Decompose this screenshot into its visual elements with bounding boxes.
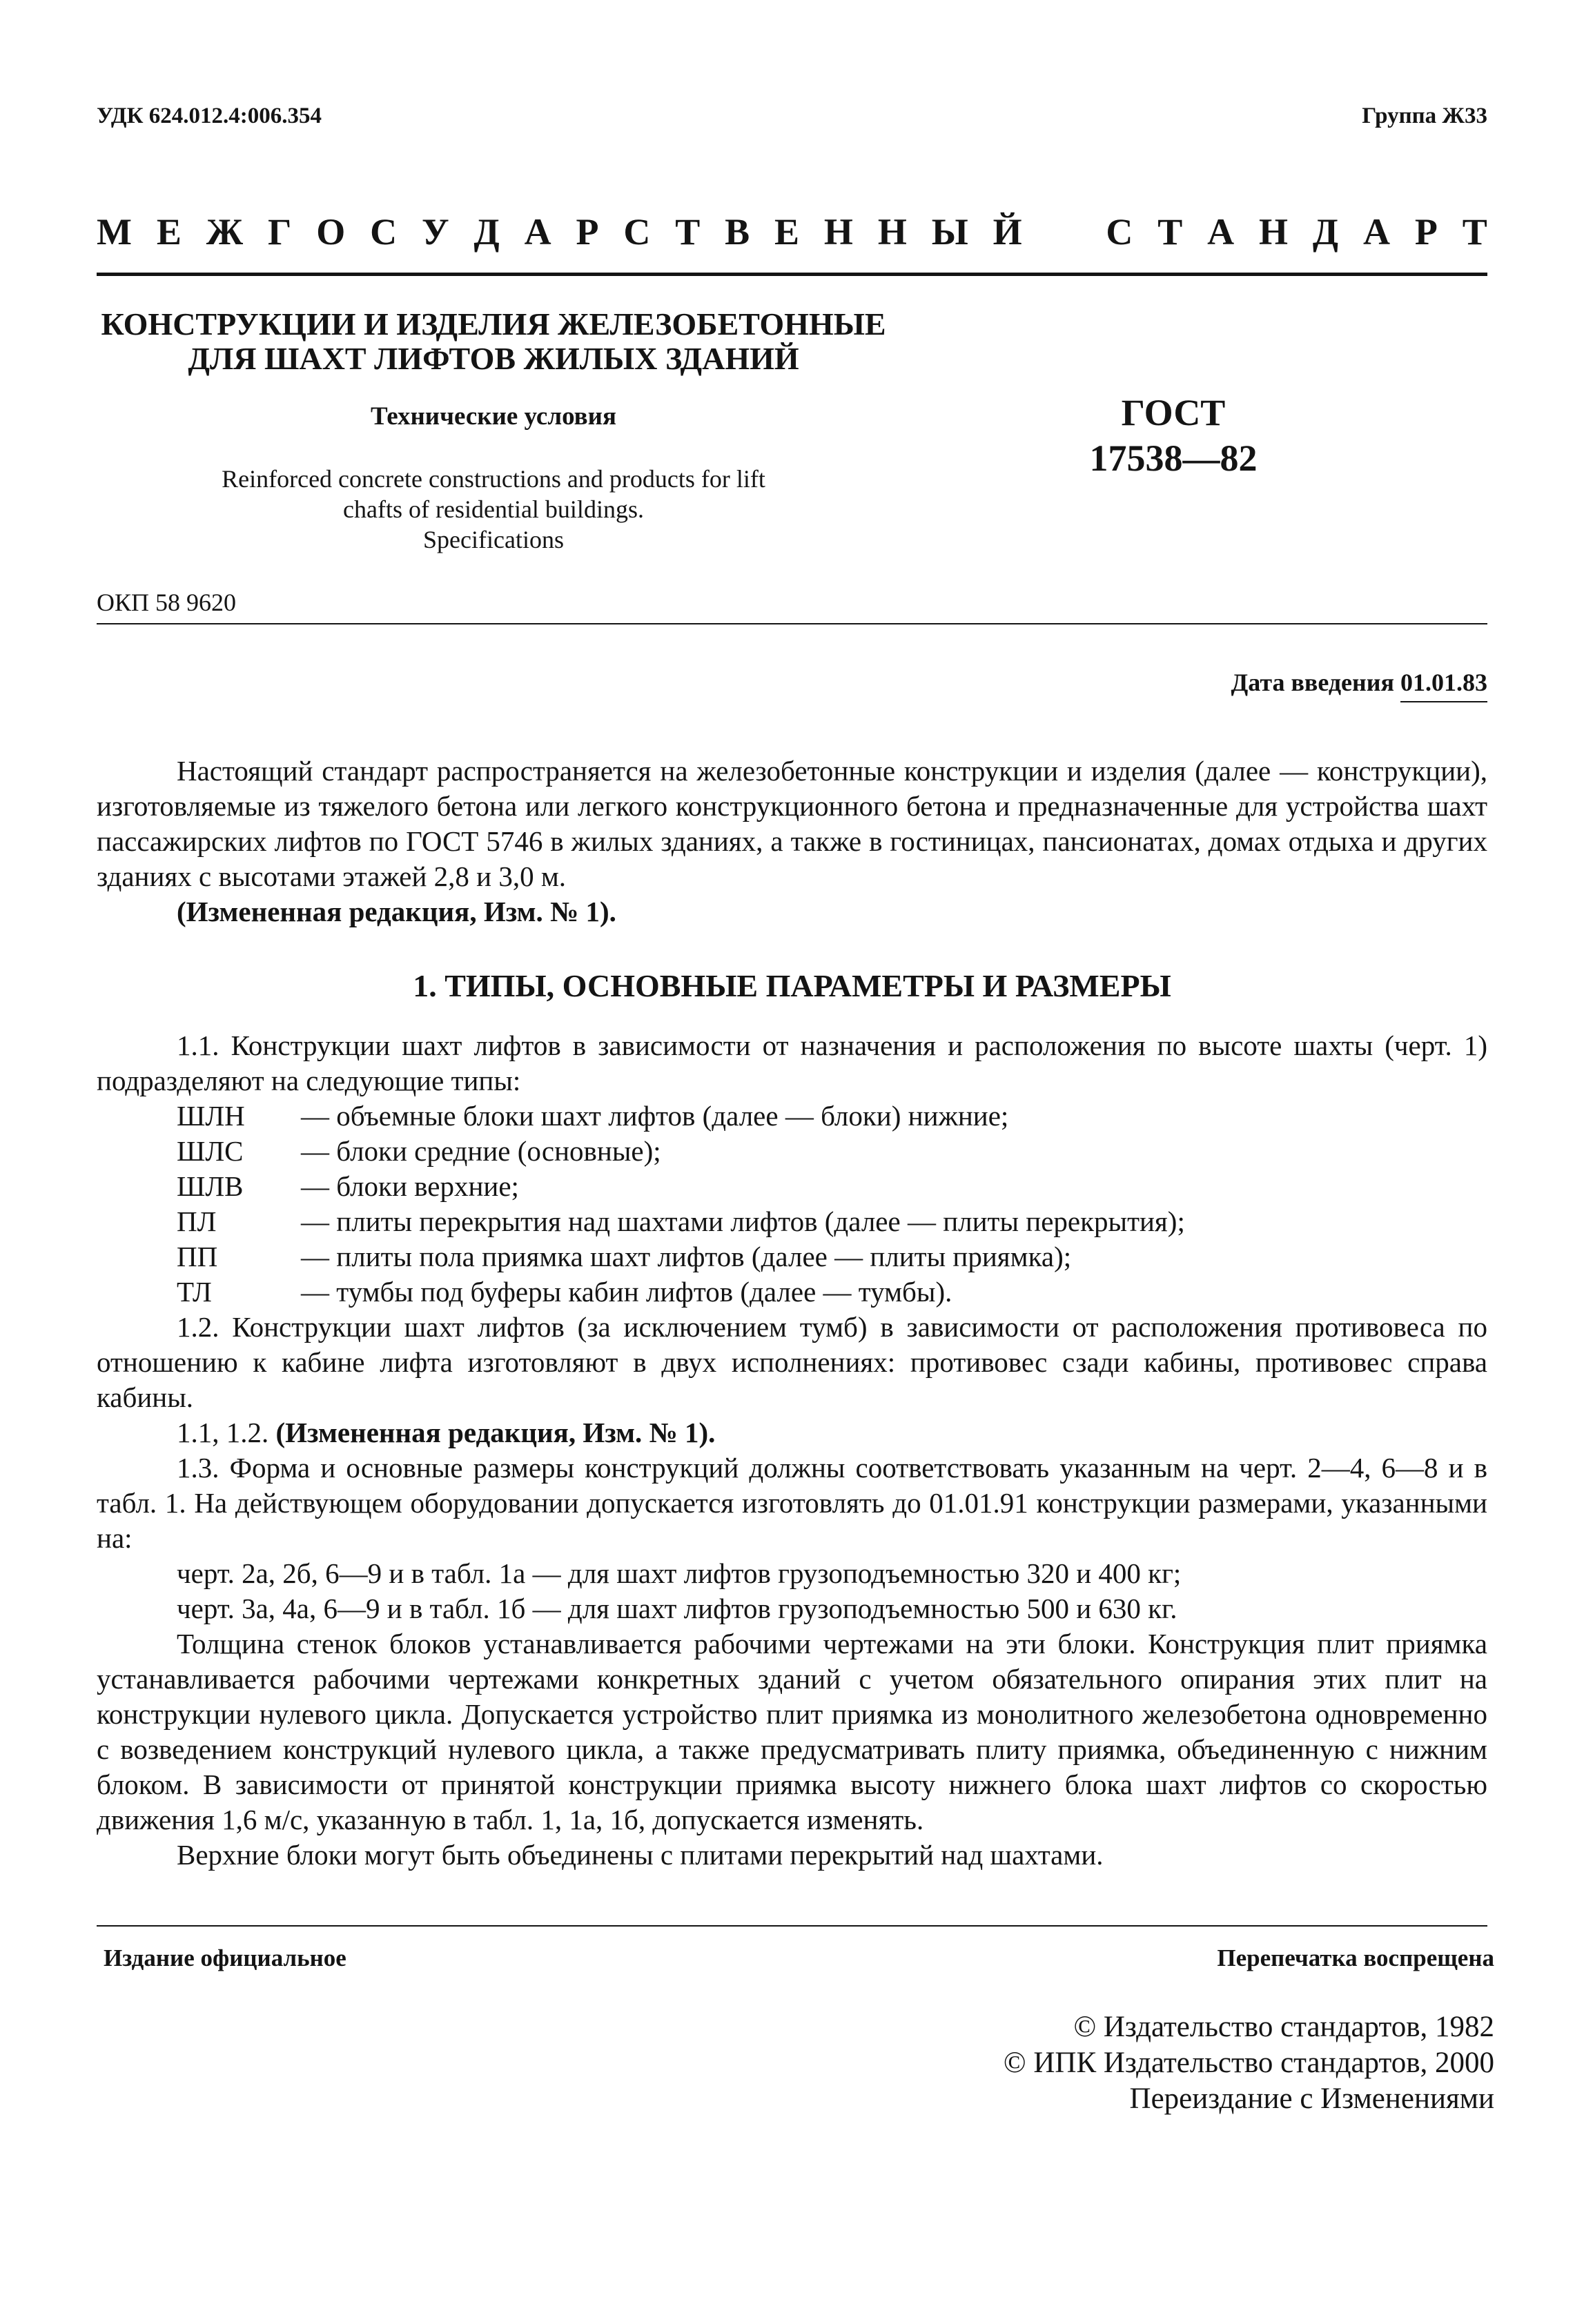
clause-1-1: 1.1. Конструкции шахт лифтов в зависимости от назначения и расположения по высоте шахты (черт. 1) подразделяют на следующие типы: bbox=[97, 1030, 1487, 1096]
date-value: 01.01.83 bbox=[1400, 668, 1487, 702]
intro-paragraph: Настоящий стандарт распространяется на железобетонные конструкции и изделия (далее — конструкции), изготовляемые из тяжелого бетона или легкого конструкционного бетона и предназначенные для устройства шахт пассажирских лифтов по ГОСТ 5746 в жилых зданиях, а также в гостиницах, пансионатах, домах отдыха и других зданиях с высотами этажей 2,8 и 3,0 м. bbox=[97, 755, 1487, 892]
banner-letter: А bbox=[1362, 211, 1390, 253]
header-rule bbox=[97, 273, 1487, 276]
banner-letter: У bbox=[422, 211, 449, 253]
amendment-note: (Измененная редакция, Изм. № 1). bbox=[275, 1417, 716, 1448]
type-description: — тумбы под буферы кабин лифтов (далее — тумбы). bbox=[301, 1276, 952, 1308]
banner-letter: А bbox=[524, 211, 551, 253]
official-edition: Издание официальное bbox=[104, 1944, 346, 1971]
copyright-2000: © ИПК Издательство стандартов, 2000 bbox=[1003, 2047, 1494, 2079]
type-code: ШЛВ bbox=[177, 1170, 244, 1202]
banner-letter: Й bbox=[993, 211, 1022, 253]
banner-letter: М bbox=[97, 211, 132, 253]
type-item bbox=[97, 1204, 1487, 1239]
gost-number: 17538—82 bbox=[1089, 437, 1258, 479]
banner-letter: А bbox=[1207, 211, 1235, 253]
banner-letter: С bbox=[370, 211, 398, 253]
gost-designation bbox=[1035, 390, 1311, 481]
group-code: Группа Ж33 bbox=[1362, 104, 1487, 128]
type-item bbox=[97, 1274, 1487, 1310]
type-description: — плиты перекрытия над шахтами лифтов (далее — плиты перекрытия); bbox=[301, 1205, 1185, 1237]
clause-1-3-a: черт. 2а, 2б, 6—9 и в табл. 1а — для шахт лифтов грузоподъемностью 320 и 400 кг; bbox=[177, 1557, 1182, 1589]
clause-1-2: 1.2. Конструкции шахт лифтов (за исключением тумб) в зависимости от расположения противовеса по отношению к кабине лифта изготовляют в двух исполнениях: противовес сзади кабины, противовес справа кабины. bbox=[97, 1311, 1487, 1413]
document-title bbox=[97, 307, 890, 376]
banner-letter: Н bbox=[1259, 211, 1289, 253]
banner-gap bbox=[1047, 210, 1082, 266]
english-title bbox=[97, 464, 890, 555]
banner-letter: Н bbox=[877, 211, 907, 253]
title-rule bbox=[97, 623, 1487, 624]
section-1-body bbox=[97, 1028, 1487, 1873]
banner-letter: Е bbox=[774, 211, 800, 253]
okp-code: ОКП 58 9620 bbox=[97, 589, 237, 616]
banner-letter: Д bbox=[1312, 211, 1339, 253]
type-code: ПП bbox=[177, 1241, 218, 1272]
banner-letter: Н bbox=[823, 211, 853, 253]
banner-letter: Г bbox=[268, 211, 292, 253]
reprint-prohibited: Перепечатка воспрещена bbox=[1217, 1944, 1494, 1971]
type-description: — объемные блоки шахт лифтов (далее — блоки) нижние; bbox=[301, 1100, 1009, 1132]
banner-letter: Е bbox=[156, 211, 182, 253]
type-description: — блоки средние (основные); bbox=[301, 1135, 661, 1167]
clause-1-3-b: черт. 3а, 4а, 6—9 и в табл. 1б — для шахт лифтов грузоподъемностью 500 и 630 кг. bbox=[177, 1593, 1177, 1624]
english-title-line-3: Specifications bbox=[423, 526, 564, 553]
banner-letter: Р bbox=[576, 211, 599, 253]
top-header bbox=[97, 104, 1487, 145]
type-item bbox=[97, 1239, 1487, 1274]
english-title-line-1: Reinforced concrete constructions and products for lift bbox=[222, 465, 765, 493]
banner-letter: В bbox=[725, 211, 750, 253]
type-code: ТЛ bbox=[177, 1276, 212, 1308]
banner-letter: Т bbox=[1462, 211, 1487, 253]
copyright-1982: © Издательство стандартов, 1982 bbox=[1073, 2011, 1494, 2043]
type-item bbox=[97, 1134, 1487, 1169]
intro-amendment: (Измененная редакция, Изм. № 1). bbox=[177, 896, 616, 927]
title-line-2: ДЛЯ ШАХТ ЛИФТОВ ЖИЛЫХ ЗДАНИЙ bbox=[188, 341, 799, 376]
footer-rule bbox=[97, 1925, 1487, 1927]
english-title-line-2: chafts of residential buildings. bbox=[343, 495, 644, 523]
section-1-heading: 1. ТИПЫ, ОСНОВНЫЕ ПАРАМЕТРЫ И РАЗМЕРЫ bbox=[413, 968, 1171, 1003]
banner-letter: Д bbox=[473, 211, 500, 253]
introduction-date bbox=[1231, 668, 1488, 702]
top-blocks-paragraph: Верхние блоки могут быть объединены с плитами перекрытий над шахтами. bbox=[177, 1839, 1104, 1871]
type-description: — блоки верхние; bbox=[301, 1170, 519, 1202]
type-code: ПЛ bbox=[177, 1205, 217, 1237]
wall-thickness-paragraph: Толщина стенок блоков устанавливается рабочими чертежами на эти блоки. Конструкция плит приямка устанавливается рабочими чертежами конкретных зданий с учетом обязательного опирания этих плит на конструкции нулевого цикла. Допускается устройство плит приямка из монолитного железобетона одновременно с возведением конструкций нулевого цикла, а также предусматривать плиту приямка, объединенную с нижним блоком. В зависимости от принятой конструкции приямка высоту нижнего блока шахт лифтов со скоростью движения 1,6 м/с, указанную в табл. 1, 1а, 1б, допускается изменять. bbox=[97, 1628, 1487, 1835]
udk-code: УДК 624.012.4:006.354 bbox=[97, 104, 322, 128]
type-item bbox=[97, 1169, 1487, 1204]
reissue-note: Переиздание с Изменениями bbox=[1129, 2082, 1494, 2115]
banner-letter: С bbox=[623, 211, 651, 253]
copyright-block bbox=[1004, 2009, 1494, 2117]
document-subtitle: Технические условия bbox=[371, 402, 616, 431]
type-code: ШЛС bbox=[177, 1135, 244, 1167]
type-item bbox=[97, 1099, 1487, 1134]
interstate-standard-banner bbox=[97, 210, 1487, 266]
banner-letter: Т bbox=[675, 211, 701, 253]
banner-letter: О bbox=[316, 211, 346, 253]
amendment-prefix: 1.1, 1.2. bbox=[177, 1417, 269, 1448]
banner-letter: Р bbox=[1414, 211, 1438, 253]
gost-label: ГОСТ bbox=[1121, 392, 1226, 433]
type-code: ШЛН bbox=[177, 1100, 245, 1132]
title-line-1: КОНСТРУКЦИИ И ИЗДЕЛИЯ ЖЕЛЕЗОБЕТОННЫЕ bbox=[101, 306, 886, 342]
types-list bbox=[97, 1099, 1487, 1310]
clause-amendment bbox=[97, 1415, 1487, 1450]
clause-1-3: 1.3. Форма и основные размеры конструкций должны соответствовать указанным на черт. 2—4, 6—8 и в табл. 1. На действующем оборудовании допускается изготовлять до 01.01.91 конструкции размерами, указанными на: bbox=[97, 1452, 1487, 1554]
banner-letter: С bbox=[1106, 211, 1133, 253]
intro-section bbox=[97, 754, 1487, 929]
banner-letter: Т bbox=[1157, 211, 1183, 253]
type-description: — плиты пола приямка шахт лифтов (далее — плиты приямка); bbox=[301, 1241, 1072, 1272]
date-label: Дата введения bbox=[1231, 669, 1394, 696]
banner-letter: Ы bbox=[931, 211, 968, 253]
banner-letter: Ж bbox=[206, 211, 244, 253]
